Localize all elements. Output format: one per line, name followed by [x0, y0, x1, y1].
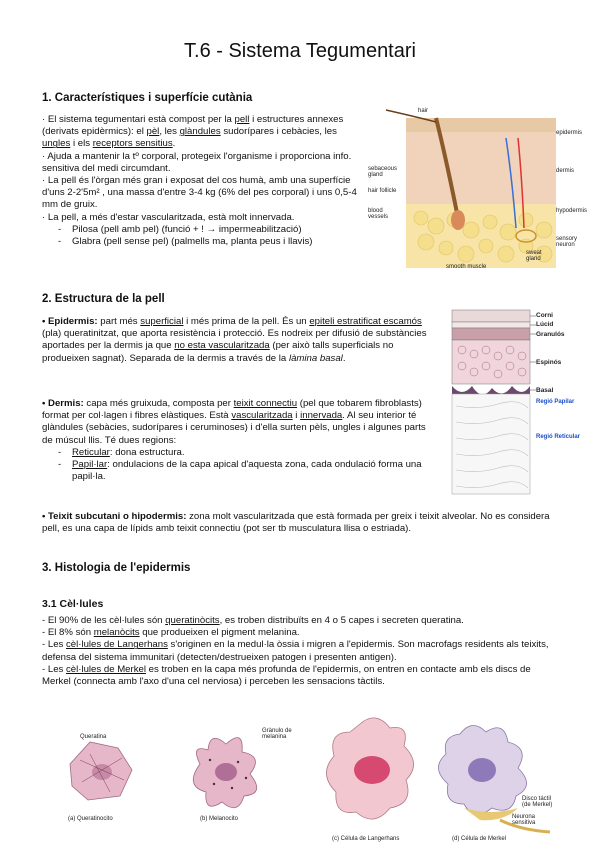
label-a: (a) Queratinocito — [68, 816, 113, 822]
skin-diagram — [366, 108, 588, 272]
section-1-text: · El sistema tegumentari està compost per la pell i estructures annexes (derivats epidèrmics): el pèl, les glàndules sudorípares i cebàcies, les ungles i els receptors sensitius. · Ajuda a mantenir la tº corporal, protegeix l'organisme i proporciona info. sensitiva del medi circumdant. · La pell és l'òrgan més gran i exposat del cos humà, amb una superfície d'uns 2-2'5m² , una massa d'entre 3-4 kg (6% del pes corporal) i uns 0,5-4 mm de gruix. · La pell, a més d'estar vascularitzada, està molt innervada. - Pilosa (pell amb pel) (funció + ! → impermeabilització) - Glabra (pell sense pel) (palmells ma, planta peus i llavis) — [42, 114, 362, 248]
label-blood: blood vessels — [368, 208, 389, 220]
epidermis-layers-diagram — [448, 306, 588, 498]
label-granulos: Granulós — [536, 331, 565, 338]
label-c: (c) Célula de Langerhans — [332, 836, 400, 842]
label-hair: hair — [418, 108, 429, 114]
label-follicle: hair follicle — [368, 188, 397, 194]
label-neurona: Neurona sensitiva — [512, 814, 536, 826]
label-sensory: sensory neuron — [556, 236, 578, 248]
list-item: - El 90% de les cèl·lules són queratinòcits, es troben distribuïts en 4 o 5 capes i secreten queratina. — [42, 615, 464, 626]
label-sebaceous: sebaceous gland — [368, 166, 398, 178]
section-3-heading: 3. Histologia de l'epidermis — [42, 562, 191, 574]
label-d: (d) Célula de Merkel — [452, 836, 507, 842]
label-granul: Grànulo de melanina — [262, 728, 292, 740]
list-item: - Pilosa (pell amb pel) (funció + ! → impermeabilització) — [42, 224, 362, 236]
label-corni: Corni — [536, 312, 553, 319]
label-b: (b) Melanocito — [200, 816, 239, 822]
label-lucid: Lúcid — [536, 321, 554, 328]
cells-list — [42, 615, 562, 688]
skin-types-list — [42, 224, 362, 248]
hypodermis-paragraph: • Teixit subcutani o hipodermis: zona molt vascularitzada que està formada per greix i teixit alveolar. No es considera pell, es una capa de lípids amb teixit connectiu (pot ser tb musculatura llisa o estriada). — [42, 511, 550, 535]
list-item: - Les cèl·lules de Langerhans s'originen en la medul·la òssia i migren a l'epidermis. Son macrofags residents als teixits, defensa del sistema immunitari (detecten/destrueixen patogen i presenten antigen). — [42, 639, 549, 663]
page-title: T.6 - Sistema Tegumentari — [184, 40, 416, 62]
label-papilar: Regió Papilar — [536, 399, 575, 405]
label-muscle: smooth muscle — [446, 264, 487, 270]
label-queratina: Queratina — [80, 734, 107, 740]
list-item: - Papil·lar: ondulacions de la capa apical d'aquesta zona, cada ondulació forma una papil·la. — [42, 459, 436, 483]
epidermis-cells-figure — [60, 704, 560, 848]
label-sweat: sweat gland — [526, 250, 542, 262]
section-1-heading: 1. Característiques i superfície cutània — [42, 92, 253, 104]
label-dermis: dermis — [556, 168, 575, 174]
label-hypodermis: hypodermis — [556, 208, 588, 214]
label-basal: Basal — [536, 387, 554, 394]
list-item: - El 8% són melanòcits que produeixen el pigment melanina. — [42, 627, 300, 639]
label-espinos: Espinós — [536, 359, 562, 366]
epidermis-paragraph: • Epidermis: part més superficial i més prima de la pell. És un epiteli estratificat escamós (pla) queratinitzat, que aporta resistència i protecció. Es nodreix per difusió de substàncies aportades per la dermis ja que no esta vascularitzada (per això talls superficials no produeixen sagnat). Separada de la dermis a través de la làmina basal. — [42, 316, 427, 364]
list-item: - Les cèl·lules de Merkel es troben en la capa més profunda de l'epidermis, on entren en contacte amb els discs de Merkel (connecta amb l'axo d'una cel nerviosa) i perceben les sensacions tàctils. — [42, 663, 531, 688]
list-item: - Reticular: dona estructura. — [42, 447, 436, 459]
dermis-regions-list — [42, 447, 436, 484]
section-2-heading: 2. Estructura de la pell — [42, 293, 165, 305]
label-epidermis: epidermis — [556, 130, 583, 136]
label-reticular: Regió Reticular — [536, 434, 581, 440]
label-disco: Disco táctil (de Merkel) — [522, 796, 553, 808]
section-3-1-heading: 3.1 Cèl·lules — [42, 598, 104, 610]
dermis-paragraph: • Dermis: capa més gruixuda, composta per teixit connectiu (pel que tobarem fibroblasts) format per col·lagen i fibres elàstiques. Està vascularitzada i innervada. Al seu interior té glàndules (sebàcies, sudorípares i ceruminoses) i d'ella surten pèls, ungles i algunes parts de múscul llis. Té dues regions: - Reticular: dona estructura. - Papil·lar: ondulacions de la capa apical d'aquesta zona, cada ondulació forma una papil·la. — [42, 398, 436, 483]
list-item: - Glabra (pell sense pel) (palmells ma, planta peus i llavis) — [42, 236, 362, 248]
